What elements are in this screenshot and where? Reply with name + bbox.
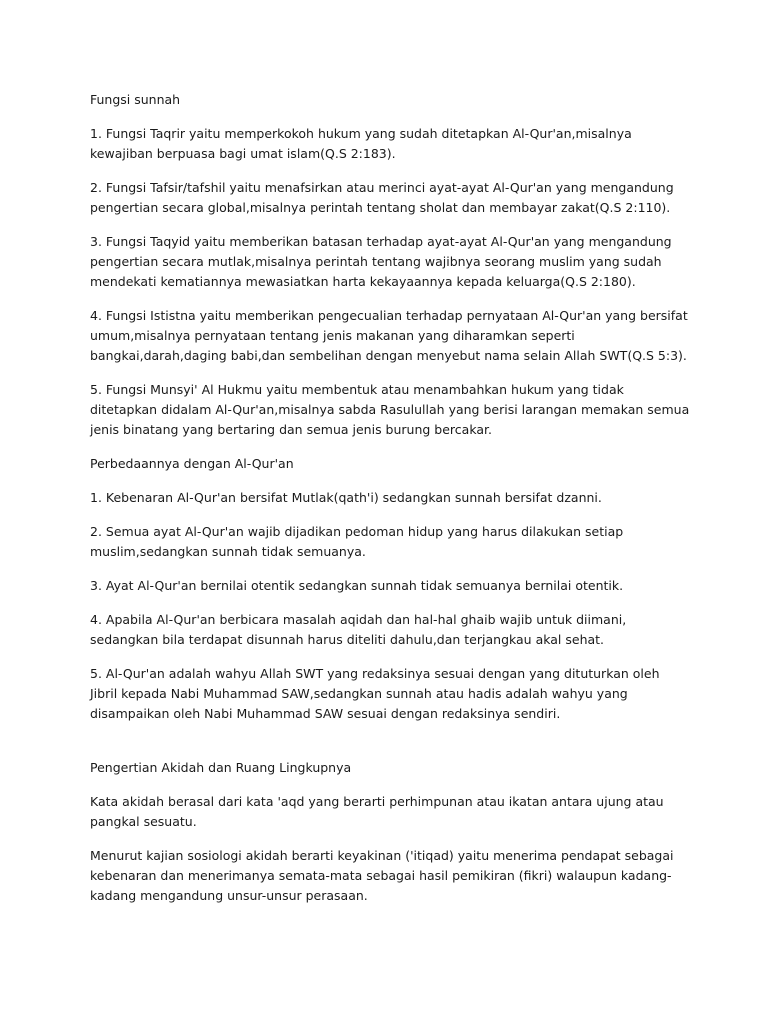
paragraph: Menurut kajian sosiologi akidah berarti keyakinan ('itiqad) yaitu menerima pendapat sebagai kebenaran dan menerimanya semata-mata sebagai hasil pemikiran (fikri) walaupun kadang-kadang mengandung unsur-unsur perasaan. — [90, 848, 674, 903]
paragraph: 1. Kebenaran Al-Qur'an bersifat Mutlak(qath'i) sedangkan sunnah bersifat dzanni. — [90, 490, 602, 505]
section-heading-akidah: Pengertian Akidah dan Ruang Lingkupnya — [90, 760, 352, 775]
paragraph: 3. Ayat Al-Qur'an bernilai otentik sedangkan sunnah tidak semuanya bernilai otentik. — [90, 578, 624, 593]
paragraph: 2. Semua ayat Al-Qur'an wajib dijadikan pedoman hidup yang harus dilakukan setiap muslim,sedangkan sunnah tidak semuanya. — [90, 524, 624, 559]
paragraph: 1. Fungsi Taqrir yaitu memperkokoh hukum yang sudah ditetapkan Al-Qur'an,misalnya kewajiban berpuasa bagi umat islam(Q.S 2:183). — [90, 126, 632, 161]
paragraph: 2. Fungsi Tafsir/tafshil yaitu menafsirkan atau merinci ayat-ayat Al-Qur'an yang mengandung pengertian secara global,misalnya perintah tentang sholat dan membayar zakat(Q.S 2:110). — [90, 180, 674, 215]
paragraph: 4. Fungsi Ististna yaitu memberikan pengecualian terhadap pernyataan Al-Qur'an yang bersifat umum,misalnya pernyataan tentang jenis makanan yang diharamkan seperti bangkai,darah,daging babi,dan sembelihan dengan menyebut nama selain Allah SWT(Q.S 5:3). — [90, 308, 688, 363]
paragraph: 5. Al-Qur'an adalah wahyu Allah SWT yang redaksinya sesuai dengan yang dituturkan oleh Jibril kepada Nabi Muhammad SAW,sedangkan sunnah atau hadis adalah wahyu yang disampaikan oleh Nabi Muhammad SAW sesuai dengan redaksinya sendiri. — [90, 666, 660, 721]
paragraph: 4. Apabila Al-Qur'an berbicara masalah aqidah dan hal-hal ghaib wajib untuk diimani, sedangkan bila terdapat disunnah harus diteliti dahulu,dan terjangkau akal sehat. — [90, 612, 627, 647]
paragraph: 5. Fungsi Munsyi' Al Hukmu yaitu membentuk atau menambahkan hukum yang tidak ditetapkan didalam Al-Qur'an,misalnya sabda Rasulullah yang berisi larangan memakan semua jenis binatang yang bertaring dan semua jenis burung bercakar. — [90, 382, 690, 437]
section-heading-perbedaan: Perbedaannya dengan Al-Qur'an — [90, 456, 294, 471]
section-heading-fungsi-sunnah: Fungsi sunnah — [90, 92, 181, 107]
document-page — [90, 90, 690, 920]
paragraph: 3. Fungsi Taqyid yaitu memberikan batasan terhadap ayat-ayat Al-Qur'an yang mengandung pengertian secara mutlak,misalnya perintah tentang wajibnya seorang muslim yang sudah mendekati kematiannya mewasiatkan harta kekayaannya kepada keluarga(Q.S 2:180). — [90, 234, 672, 289]
paragraph: Kata akidah berasal dari kata 'aqd yang berarti perhimpunan atau ikatan antara ujung atau pangkal sesuatu. — [90, 794, 664, 829]
